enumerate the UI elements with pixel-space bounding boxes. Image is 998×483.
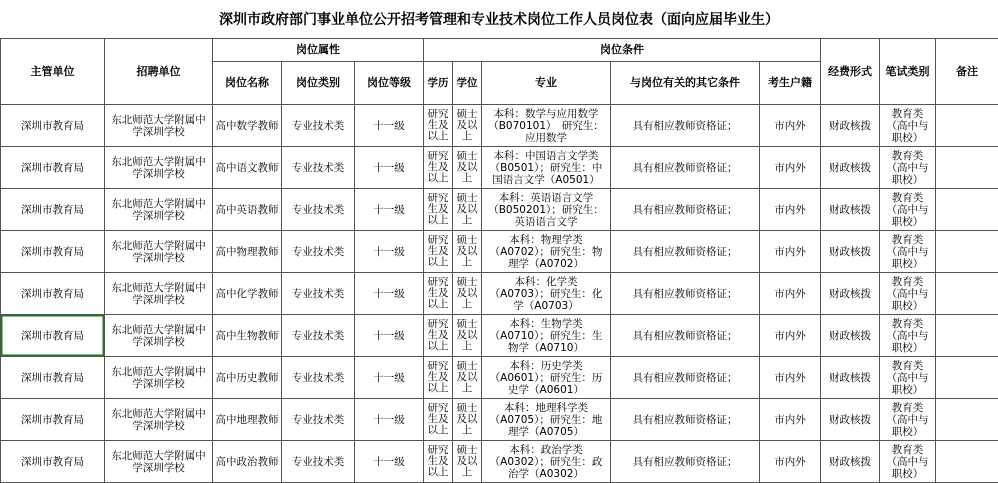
- header-remarks[interactable]: 备注: [936, 39, 998, 105]
- cell-employer-text: 东北师范大学附属中学深圳学校: [111, 281, 206, 306]
- cell-education[interactable]: [424, 315, 453, 357]
- cell-position-level-text: 十一级: [373, 245, 405, 258]
- cell-major[interactable]: [482, 189, 611, 231]
- cell-position-type[interactable]: [282, 147, 355, 189]
- table-row: [1, 105, 998, 147]
- cell-position-level[interactable]: [355, 315, 424, 357]
- cell-supervisor[interactable]: [1, 147, 105, 189]
- cell-other-cond[interactable]: [611, 399, 760, 441]
- positions-table: [0, 38, 998, 483]
- cell-position-name[interactable]: [213, 147, 282, 189]
- cell-employer[interactable]: [105, 231, 213, 273]
- cell-position-level[interactable]: [355, 105, 424, 147]
- cell-remarks[interactable]: [936, 399, 998, 441]
- cell-remarks[interactable]: [936, 189, 998, 231]
- cell-position-type-text: 专业技术类: [291, 203, 345, 216]
- cell-major[interactable]: [482, 147, 611, 189]
- cell-position-type-text: 专业技术类: [291, 287, 345, 300]
- cell-remarks[interactable]: [936, 357, 998, 399]
- cell-remarks[interactable]: [936, 147, 998, 189]
- cell-funding-text: 财政核拨: [829, 161, 871, 174]
- cell-residence-text: 市内外: [774, 329, 806, 342]
- cell-other-cond[interactable]: [611, 105, 760, 147]
- cell-exam-type[interactable]: [880, 105, 936, 147]
- cell-major[interactable]: [482, 357, 611, 399]
- cell-employer[interactable]: [105, 315, 213, 357]
- cell-degree-text: 硕士及以上: [456, 277, 478, 310]
- header-supervisor[interactable]: 主管单位: [1, 39, 105, 105]
- cell-position-name[interactable]: [213, 105, 282, 147]
- cell-education-text: 研究生及以上: [427, 403, 449, 436]
- cell-position-name[interactable]: [213, 399, 282, 441]
- cell-education-text: 研究生及以上: [427, 445, 449, 478]
- cell-exam-type-text: 教育类（高中与职校）: [886, 233, 929, 270]
- cell-position-name[interactable]: [213, 273, 282, 315]
- cell-exam-type[interactable]: [880, 147, 936, 189]
- cell-other-cond-text: 具有相应教师资格证；: [632, 455, 738, 468]
- cell-supervisor[interactable]: [1, 273, 105, 315]
- cell-degree-text: 硕士及以上: [456, 109, 478, 142]
- cell-degree[interactable]: [453, 231, 482, 273]
- cell-funding-text: 财政核拨: [829, 119, 871, 132]
- page-title: 深圳市政府部门事业单位公开招考管理和专业技术岗位工作人员岗位表（面向应届毕业生）: [219, 12, 779, 28]
- cell-position-name[interactable]: [213, 441, 282, 483]
- cell-remarks[interactable]: [936, 315, 998, 357]
- cell-education[interactable]: [424, 441, 453, 483]
- cell-major-text: 本科：数学与应用数学（B070101） 研究生：应用数学: [488, 107, 604, 144]
- cell-degree-text: 硕士及以上: [456, 361, 478, 394]
- cell-employer-text: 东北师范大学附属中学深圳学校: [111, 113, 206, 138]
- cell-exam-type-text: 教育类（高中与职校）: [886, 443, 929, 480]
- cell-supervisor-text: 深圳市教育局: [21, 287, 84, 300]
- cell-remarks[interactable]: [936, 441, 998, 483]
- cell-position-name-text: 高中生物教师: [215, 329, 279, 342]
- cell-position-name-text: 高中历史教师: [215, 371, 279, 384]
- cell-employer[interactable]: [105, 105, 213, 147]
- cell-supervisor[interactable]: [1, 357, 105, 399]
- cell-exam-type-text: 教育类（高中与职校）: [886, 317, 929, 354]
- cell-supervisor-text: 深圳市教育局: [21, 413, 84, 426]
- cell-position-name-text: 高中化学教师: [215, 287, 279, 300]
- header-position-name[interactable]: 岗位名称: [213, 62, 282, 105]
- cell-funding[interactable]: [821, 189, 880, 231]
- cell-position-type-text: 专业技术类: [291, 413, 345, 426]
- cell-other-cond-text: 具有相应教师资格证；: [632, 245, 738, 258]
- cell-supervisor-text: 深圳市教育局: [21, 203, 84, 216]
- cell-position-type-text: 专业技术类: [291, 371, 345, 384]
- cell-position-level[interactable]: [355, 399, 424, 441]
- cell-position-type[interactable]: [282, 273, 355, 315]
- cell-position-name-text: 高中政治教师: [215, 455, 279, 468]
- header-position-attr[interactable]: 岗位属性: [213, 39, 424, 62]
- cell-exam-type[interactable]: [880, 315, 936, 357]
- cell-education-text: 研究生及以上: [427, 235, 449, 268]
- header-residence[interactable]: 考生户籍: [760, 62, 821, 105]
- cell-position-type[interactable]: [282, 105, 355, 147]
- cell-supervisor-text: 深圳市教育局: [21, 455, 84, 468]
- cell-supervisor[interactable]: [1, 315, 105, 357]
- cell-major[interactable]: [482, 315, 611, 357]
- cell-funding-text: 财政核拨: [829, 455, 871, 468]
- header-position-cond[interactable]: 岗位条件: [424, 39, 821, 62]
- header-position-type[interactable]: 岗位类别: [282, 62, 355, 105]
- cell-exam-type-text: 教育类（高中与职校）: [886, 359, 929, 396]
- cell-major-text: 本科：英语语言文学（B050201）；研究生：英语语言文学: [488, 191, 604, 228]
- cell-other-cond-text: 具有相应教师资格证；: [632, 287, 738, 300]
- cell-exam-type-text: 教育类（高中与职校）: [886, 275, 929, 312]
- cell-supervisor-text: 深圳市教育局: [21, 329, 84, 342]
- cell-degree[interactable]: [453, 357, 482, 399]
- cell-position-type-text: 专业技术类: [291, 455, 345, 468]
- table-row: [1, 147, 998, 189]
- cell-employer[interactable]: [105, 357, 213, 399]
- cell-funding[interactable]: [821, 273, 880, 315]
- cell-funding[interactable]: [821, 147, 880, 189]
- cell-degree-text: 硕士及以上: [456, 193, 478, 226]
- cell-other-cond[interactable]: [611, 231, 760, 273]
- cell-funding-text: 财政核拨: [829, 413, 871, 426]
- cell-education[interactable]: [424, 231, 453, 273]
- cell-exam-type[interactable]: [880, 189, 936, 231]
- cell-residence-text: 市内外: [774, 371, 806, 384]
- cell-employer-text: 东北师范大学附属中学深圳学校: [111, 239, 206, 264]
- cell-position-level-text: 十一级: [373, 413, 405, 426]
- cell-funding[interactable]: [821, 105, 880, 147]
- header-major[interactable]: 专业: [482, 62, 611, 105]
- cell-education-text: 研究生及以上: [427, 193, 449, 226]
- table-row: [1, 315, 998, 357]
- cell-major-text: 本科：生物学类（A0710）；研究生：生物学（A0710）: [489, 317, 603, 354]
- cell-other-cond[interactable]: [611, 441, 760, 483]
- cell-employer-text: 东北师范大学附属中学深圳学校: [111, 197, 206, 222]
- cell-residence-text: 市内外: [774, 413, 806, 426]
- cell-degree-text: 硕士及以上: [456, 319, 478, 352]
- cell-residence[interactable]: [760, 105, 821, 147]
- cell-supervisor-text: 深圳市教育局: [21, 371, 84, 384]
- cell-residence-text: 市内外: [774, 455, 806, 468]
- cell-position-name-text: 高中语文教师: [215, 161, 279, 174]
- cell-education-text: 研究生及以上: [427, 277, 449, 310]
- cell-residence[interactable]: [760, 441, 821, 483]
- cell-position-level[interactable]: [355, 273, 424, 315]
- cell-remarks[interactable]: [936, 105, 998, 147]
- table-row: [1, 441, 998, 483]
- cell-position-level[interactable]: [355, 147, 424, 189]
- cell-major-text: 本科：物理学类（A0702）；研究生：物理学（A0702）: [489, 233, 603, 270]
- cell-position-name[interactable]: [213, 231, 282, 273]
- cell-employer[interactable]: [105, 189, 213, 231]
- cell-degree-text: 硕士及以上: [456, 445, 478, 478]
- cell-degree[interactable]: [453, 105, 482, 147]
- cell-residence[interactable]: [760, 147, 821, 189]
- cell-residence[interactable]: [760, 273, 821, 315]
- cell-other-cond[interactable]: [611, 357, 760, 399]
- cell-position-type[interactable]: [282, 189, 355, 231]
- table-row: [1, 399, 998, 441]
- cell-funding-text: 财政核拨: [829, 245, 871, 258]
- cell-residence-text: 市内外: [774, 203, 806, 216]
- header-funding[interactable]: 经费形式: [821, 39, 880, 105]
- cell-major-text: 本科：历史学类（A0601）；研究生：历史学（A0601）: [489, 359, 603, 396]
- cell-major[interactable]: [482, 399, 611, 441]
- cell-exam-type-text: 教育类（高中与职校）: [886, 191, 929, 228]
- cell-position-type-text: 专业技术类: [291, 329, 345, 342]
- cell-position-level-text: 十一级: [373, 287, 405, 300]
- cell-major-text: 本科：政治学类（A0302）；研究生：政治学（A0302）: [489, 443, 603, 480]
- cell-education-text: 研究生及以上: [427, 151, 449, 184]
- table-row: [1, 273, 998, 315]
- cell-funding-text: 财政核拨: [829, 329, 871, 342]
- cell-position-name-text: 高中地理教师: [215, 413, 279, 426]
- cell-employer[interactable]: [105, 147, 213, 189]
- cell-funding-text: 财政核拨: [829, 371, 871, 384]
- cell-education[interactable]: [424, 147, 453, 189]
- cell-position-type[interactable]: [282, 441, 355, 483]
- cell-position-level[interactable]: [355, 357, 424, 399]
- cell-degree[interactable]: [453, 273, 482, 315]
- cell-education-text: 研究生及以上: [427, 109, 449, 142]
- cell-major[interactable]: [482, 273, 611, 315]
- cell-employer-text: 东北师范大学附属中学深圳学校: [111, 407, 206, 432]
- cell-residence-text: 市内外: [774, 119, 806, 132]
- cell-exam-type-text: 教育类（高中与职校）: [886, 149, 929, 186]
- cell-major-text: 本科：化学类（A0703）；研究生：化学（A0703）: [489, 275, 603, 312]
- cell-position-type[interactable]: [282, 357, 355, 399]
- cell-remarks[interactable]: [936, 273, 998, 315]
- cell-other-cond-text: 具有相应教师资格证；: [632, 413, 738, 426]
- cell-funding[interactable]: [821, 441, 880, 483]
- cell-funding-text: 财政核拨: [829, 287, 871, 300]
- cell-employer-text: 东北师范大学附属中学深圳学校: [111, 155, 206, 180]
- cell-residence-text: 市内外: [774, 245, 806, 258]
- table-row: [1, 357, 998, 399]
- cell-education[interactable]: [424, 399, 453, 441]
- cell-exam-type[interactable]: [880, 399, 936, 441]
- cell-education-text: 研究生及以上: [427, 361, 449, 394]
- cell-supervisor-text: 深圳市教育局: [21, 245, 84, 258]
- cell-position-level-text: 十一级: [373, 203, 405, 216]
- cell-exam-type-text: 教育类（高中与职校）: [886, 401, 929, 438]
- cell-position-level-text: 十一级: [373, 161, 405, 174]
- cell-other-cond-text: 具有相应教师资格证；: [632, 371, 738, 384]
- header-degree[interactable]: 学位: [453, 62, 482, 105]
- cell-position-name[interactable]: [213, 315, 282, 357]
- table-row: [1, 231, 998, 273]
- cell-degree[interactable]: [453, 189, 482, 231]
- cell-supervisor[interactable]: [1, 105, 105, 147]
- header-row-top: [1, 39, 998, 62]
- cell-residence[interactable]: [760, 231, 821, 273]
- header-education[interactable]: 学历: [424, 62, 453, 105]
- cell-employer-text: 东北师范大学附属中学深圳学校: [111, 449, 206, 474]
- cell-other-cond-text: 具有相应教师资格证；: [632, 119, 738, 132]
- cell-residence[interactable]: [760, 189, 821, 231]
- cell-residence[interactable]: [760, 357, 821, 399]
- cell-residence-text: 市内外: [774, 161, 806, 174]
- header-position-level[interactable]: 岗位等级: [355, 62, 424, 105]
- cell-exam-type[interactable]: [880, 273, 936, 315]
- cell-degree[interactable]: [453, 315, 482, 357]
- cell-funding[interactable]: [821, 357, 880, 399]
- cell-supervisor[interactable]: [1, 441, 105, 483]
- cell-position-level[interactable]: [355, 189, 424, 231]
- cell-position-type[interactable]: [282, 315, 355, 357]
- cell-position-type-text: 专业技术类: [291, 245, 345, 258]
- cell-degree[interactable]: [453, 399, 482, 441]
- cell-residence[interactable]: [760, 315, 821, 357]
- cell-position-level-text: 十一级: [373, 371, 405, 384]
- cell-major-text: 本科：中国语言文学类（B0501）；研究生：中国语言文学（A0501）: [489, 149, 603, 186]
- cell-position-name-text: 高中数学教师: [215, 119, 279, 132]
- cell-funding-text: 财政核拨: [829, 203, 871, 216]
- cell-major-text: 本科：地理科学类（A0705）；研究生：地理学（A0705）: [489, 401, 603, 438]
- cell-supervisor[interactable]: [1, 399, 105, 441]
- cell-degree-text: 硕士及以上: [456, 235, 478, 268]
- cell-position-name[interactable]: [213, 189, 282, 231]
- table-row: [1, 189, 998, 231]
- header-other-cond[interactable]: 与岗位有关的其它条件: [611, 62, 760, 105]
- cell-supervisor[interactable]: [1, 189, 105, 231]
- cell-funding[interactable]: [821, 231, 880, 273]
- cell-position-name[interactable]: [213, 357, 282, 399]
- cell-supervisor-text: 深圳市教育局: [21, 161, 84, 174]
- cell-education[interactable]: [424, 105, 453, 147]
- cell-other-cond[interactable]: [611, 147, 760, 189]
- cell-position-name-text: 高中物理教师: [215, 245, 279, 258]
- cell-residence[interactable]: [760, 399, 821, 441]
- cell-other-cond[interactable]: [611, 273, 760, 315]
- cell-employer-text: 东北师范大学附属中学深圳学校: [111, 323, 206, 348]
- cell-exam-type[interactable]: [880, 357, 936, 399]
- header-exam-type[interactable]: 笔试类别: [880, 39, 936, 105]
- cell-residence-text: 市内外: [774, 287, 806, 300]
- header-employer[interactable]: 招聘单位: [105, 39, 213, 105]
- cell-position-type-text: 专业技术类: [291, 161, 345, 174]
- cell-major[interactable]: [482, 231, 611, 273]
- cell-other-cond[interactable]: [611, 315, 760, 357]
- cell-exam-type[interactable]: [880, 441, 936, 483]
- cell-other-cond-text: 具有相应教师资格证；: [632, 329, 738, 342]
- cell-employer[interactable]: [105, 441, 213, 483]
- cell-employer[interactable]: [105, 399, 213, 441]
- cell-major[interactable]: [482, 441, 611, 483]
- cell-funding[interactable]: [821, 315, 880, 357]
- cell-funding[interactable]: [821, 399, 880, 441]
- cell-supervisor-text: 深圳市教育局: [21, 119, 84, 132]
- cell-employer-text: 东北师范大学附属中学深圳学校: [111, 365, 206, 390]
- cell-degree-text: 硕士及以上: [456, 403, 478, 436]
- cell-supervisor[interactable]: [1, 231, 105, 273]
- cell-other-cond-text: 具有相应教师资格证；: [632, 161, 738, 174]
- cell-employer[interactable]: [105, 273, 213, 315]
- cell-position-type-text: 专业技术类: [291, 119, 345, 132]
- cell-position-level-text: 十一级: [373, 329, 405, 342]
- cell-position-type[interactable]: [282, 399, 355, 441]
- cell-position-name-text: 高中英语教师: [215, 203, 279, 216]
- cell-position-level[interactable]: [355, 441, 424, 483]
- cell-exam-type-text: 教育类（高中与职校）: [886, 107, 929, 144]
- cell-position-level-text: 十一级: [373, 455, 405, 468]
- cell-degree[interactable]: [453, 147, 482, 189]
- cell-education[interactable]: [424, 273, 453, 315]
- cell-major[interactable]: [482, 105, 611, 147]
- cell-position-type[interactable]: [282, 231, 355, 273]
- cell-degree[interactable]: [453, 441, 482, 483]
- cell-exam-type[interactable]: [880, 231, 936, 273]
- cell-education[interactable]: [424, 357, 453, 399]
- cell-position-level[interactable]: [355, 231, 424, 273]
- cell-education[interactable]: [424, 189, 453, 231]
- cell-remarks[interactable]: [936, 231, 998, 273]
- cell-degree-text: 硕士及以上: [456, 151, 478, 184]
- cell-other-cond-text: 具有相应教师资格证；: [632, 203, 738, 216]
- cell-position-level-text: 十一级: [373, 119, 405, 132]
- cell-other-cond[interactable]: [611, 189, 760, 231]
- cell-education-text: 研究生及以上: [427, 319, 449, 352]
